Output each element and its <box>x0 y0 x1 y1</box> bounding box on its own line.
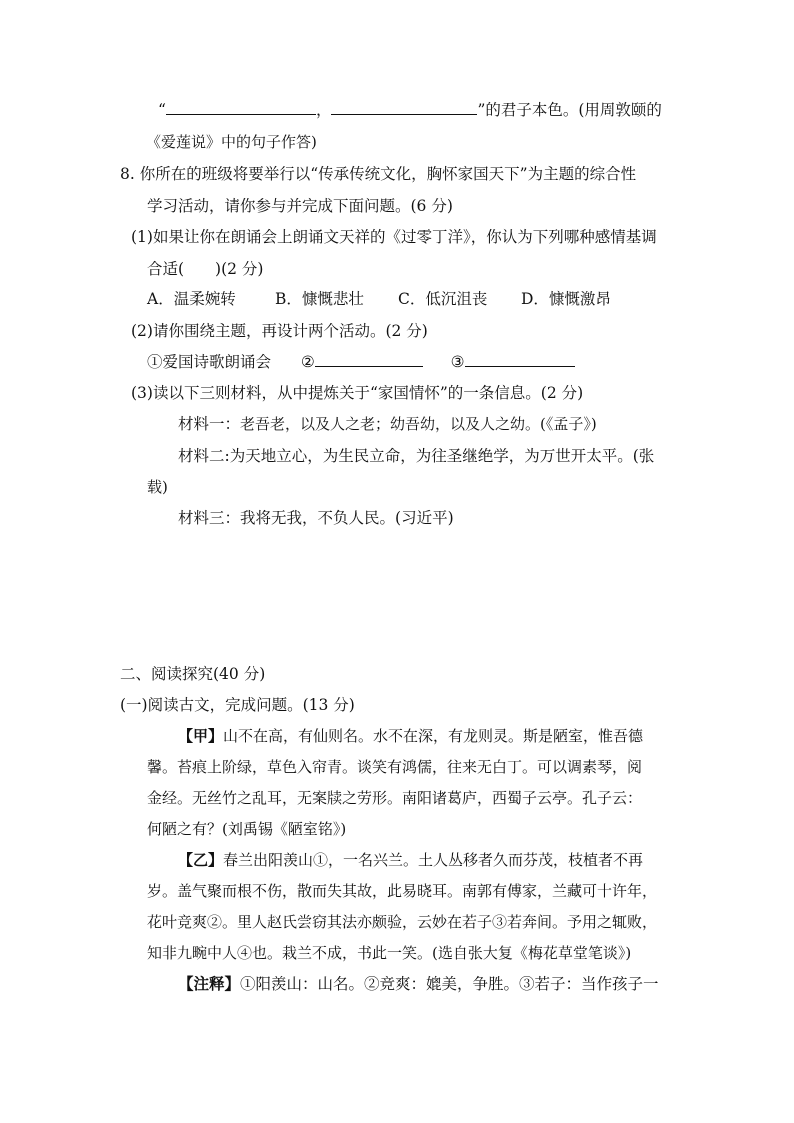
option-c: C．低沉沮丧 <box>398 290 488 308</box>
passage-jia-text-1: 山不在高，有仙则名。水不在深，有龙则灵。斯是陋室，惟吾德 <box>223 727 644 745</box>
q8-stem-line1: 8. 你所在的班级将要举行以“传承传统文化，胸怀家国天下”为主题的综合性 <box>120 165 637 183</box>
passage-jia-line3: 金经。无丝竹之乱耳，无案牍之劳形。南阳诸葛庐，西蜀子云亭。孔子云： <box>147 789 643 807</box>
answer-blank-1[interactable] <box>166 99 316 115</box>
material-2 <box>178 445 654 467</box>
option-b: B．慷慨悲壮 <box>275 290 364 308</box>
option-a: A．温柔婉转 <box>147 290 236 308</box>
material-2-text: 为天地立心，为生民立命，为往圣继绝学，为万世开太平。(张 <box>229 447 655 465</box>
activity-3-label: ③ <box>450 353 465 371</box>
passage-jia-line4: 何陋之有？(刘禹锡《陋室铭》) <box>147 820 347 838</box>
passage-yi-line2: 岁。盖气聚而根不伤，散而失其故，此易晓耳。南郭有傅家，兰藏可十许年， <box>147 882 658 900</box>
activity-1: ①爱国诗歌朗诵会 <box>147 353 272 371</box>
passage-jia-line1 <box>178 725 643 747</box>
activity-2-label: ② <box>300 353 315 371</box>
material-2-tail: 载) <box>147 478 168 496</box>
annotation-text: ①阳羡山：山名。②竞爽：媲美，争胜。③若子：当作孩子一 <box>240 975 659 993</box>
passage-yi-tag: 【乙】 <box>178 851 224 869</box>
passage-jia-line2: 馨。苔痕上阶绿，草色入帘青。谈笑有鸿儒，往来无白丁。可以调素琴，阅 <box>147 758 643 776</box>
annotation-line <box>178 973 659 995</box>
comma: ， <box>315 101 332 119</box>
material-1-label: 材料一： <box>178 415 241 433</box>
subsection-heading: (一)阅读古文，完成问题。(13 分) <box>120 696 355 714</box>
material-3 <box>178 507 454 529</box>
annotation-tag: 【注释】 <box>178 974 241 993</box>
open-quote: “ <box>158 101 166 119</box>
section-heading: 二、阅读探究(40 分) <box>120 665 266 683</box>
q7-fill-line <box>158 99 662 121</box>
material-3-text: 我将无我，不负人民。(习近平) <box>240 509 454 527</box>
q8-part3: (3)读以下三则材料，从中提炼关于“家国情怀”的一条信息。(2 分) <box>131 384 584 402</box>
q8-part2-activities <box>147 351 575 373</box>
material-1 <box>178 413 597 435</box>
material-1-text: 老吾老，以及人之老；幼吾幼，以及人之幼。(《孟子》) <box>240 415 597 433</box>
material-3-label: 材料三： <box>178 509 241 527</box>
activity-3-blank[interactable] <box>465 351 575 367</box>
q7-close-text: ”的君子本色。(用周敦颐的 <box>477 101 662 119</box>
q7-source: 《爱莲说》中的句子作答) <box>146 133 317 151</box>
passage-yi-line4: 知非九畹中人④也。栽兰不成，书此一笑。(选自张大复《梅花草堂笔谈》) <box>147 944 632 962</box>
q8-part2: (2)请你围绕主题，再设计两个活动。(2 分) <box>131 322 428 340</box>
answer-blank-2[interactable] <box>331 99 477 115</box>
passage-yi-line1 <box>178 849 643 871</box>
q8-part1-line1: (1)如果让你在朗诵会上朗诵文天祥的《过零丁洋》，你认为下列哪种感情基调 <box>131 228 657 246</box>
passage-jia-tag: 【甲】 <box>178 727 224 745</box>
passage-yi-line3: 花叶竞爽②。里人赵氏尝窃其法亦颇验，云妙在若子③若奔间。予用之辄败， <box>147 913 658 931</box>
activity-2-blank[interactable] <box>315 351 423 367</box>
passage-yi-text-1: 春兰出阳羡山①，一名兴兰。土人丛移者久而芬茂，枝植者不再 <box>223 851 644 869</box>
q8-part1-line2: 合适( )(2 分) <box>147 260 264 278</box>
q8-stem-line2: 学习活动，请你参与并完成下面问题。(6 分) <box>147 197 453 215</box>
material-2-label: 材料二: <box>178 447 230 465</box>
option-d: D．慷慨激昂 <box>521 290 611 308</box>
